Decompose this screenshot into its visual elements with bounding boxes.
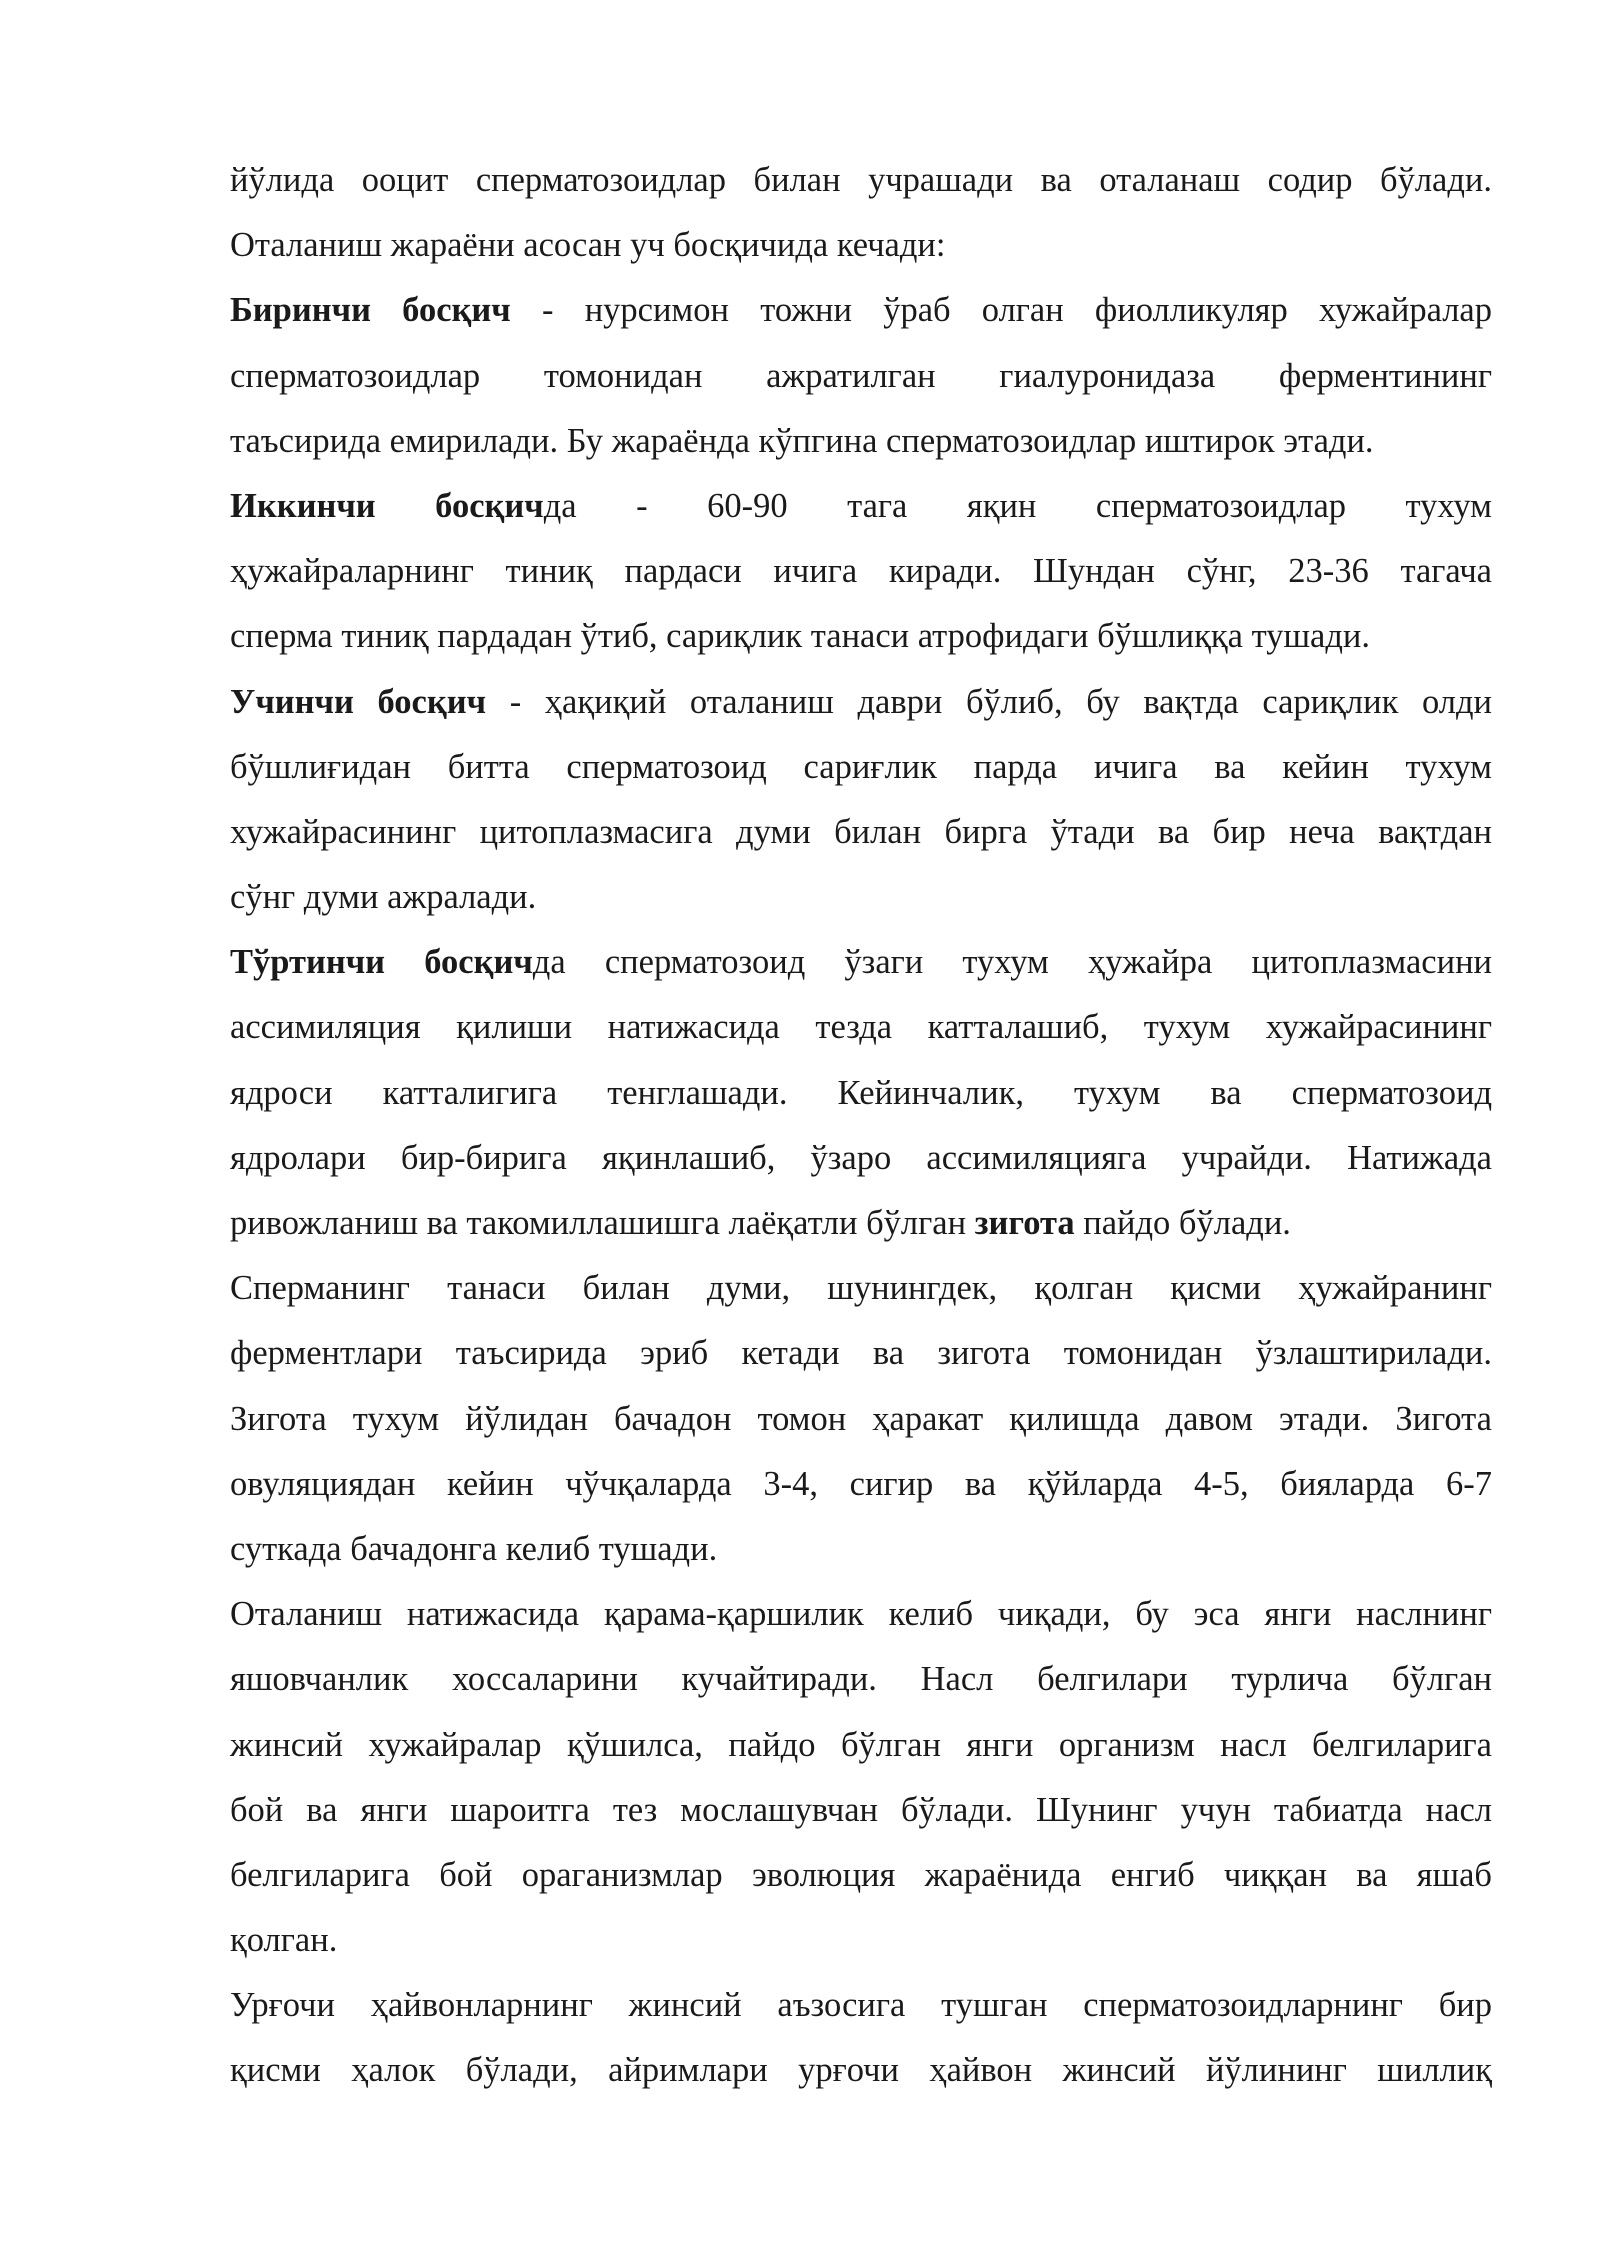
text-line: Урғочи ҳайвонларнинг жинсий аъзосига тушган сперматозоидларнинг бир [230, 1986, 1492, 2025]
text-line: ядролари бир-бирига яқинлашиб, ўзаро ассимиляцияга учрайди. Натижада [230, 1138, 1492, 1177]
text-line: қолган. [230, 1921, 338, 1960]
text-line: суткада бачадонга келиб тушади. [230, 1529, 718, 1568]
bold-term: зигота [974, 1204, 1075, 1242]
text-line: овуляциядан кейин чўчқаларда 3-4, сигир ва қўйларда 4-5, бияларда 6-7 [230, 1464, 1492, 1503]
text-line: Зигота тухум йўлидан бачадон томон ҳаракат қилишда давом этади. Зигота [230, 1399, 1492, 1438]
text-line: хужайрасининг цитоплазмасига думи билан бирга ўтади ва бир неча вақтдан [230, 812, 1492, 851]
bold-term: Иккинчи босқич [230, 486, 544, 525]
text-line: ферментлари таъсирида эриб кетади ва зигота томонидан ўзлаштирилади. [230, 1334, 1492, 1373]
text-line: таъсирида емирилади. Бу жараёнда кўпгина сперматозоидлар иштирок этади. [230, 421, 1374, 460]
text-line: бой ва янги шароитга тез мослашувчан бўлади. Шунинг учун табиатда насл [230, 1790, 1492, 1829]
document-page [230, 148, 1492, 2104]
text-line: Сперманинг танаси билан думи, шунингдек, қолган қисми ҳужайранинг [230, 1269, 1492, 1308]
bold-term: Учинчи босқич [230, 682, 487, 721]
text-line: жинсий хужайралар қўшилса, пайдо бўлган янги организм насл белгиларига [230, 1725, 1492, 1764]
text-line: бўшлиғидан битта сперматозоид сариғлик парда ичига ва кейин тухум [230, 747, 1492, 786]
text-line: Оталаниш жараёни асосан уч босқичида кечади: [230, 226, 946, 265]
text-line: ассимиляция қилиши натижасида тезда катталашиб, тухум хужайрасининг [230, 1008, 1492, 1047]
text-line: қисми ҳалок бўлади, айримлари урғочи ҳайвон жинсий йўлининг шиллиқ [230, 2051, 1492, 2090]
text-line: белгиларига бой ораганизмлар эволюция жараёнида енгиб чиққан ва яшаб [230, 1855, 1492, 1894]
text-line: сперма тиниқ пардадан ўтиб, сариқлик танаси атрофидаги бўшлиққа тушади. [230, 617, 1370, 656]
bold-term: Биринчи босқич [230, 291, 511, 330]
text-line: Биринчи босқич - нурсимон тожни ўраб олган фиолликуляр хужайралар [230, 291, 1492, 330]
text-line: Учинчи босқич - ҳақиқий оталаниш даври бўлиб, бу вақтда сариқлик олди [230, 682, 1492, 721]
text-line: сперматозоидлар томонидан ажратилган гиалуронидаза ферментининг [230, 356, 1492, 395]
text-line: сўнг думи ажралади. [230, 878, 537, 917]
text-line: йўлида ооцит сперматозоидлар билан учрашади ва оталанаш содир бўлади. [230, 161, 1492, 199]
text-line: Тўртинчи босқичда сперматозоид ўзаги тухум ҳужайра цитоплазмасини [230, 943, 1492, 982]
text-line: Оталаниш натижасида қарама-қаршилик келиб чиқади, бу эса янги наслнинг [230, 1595, 1492, 1634]
text-line: ривожланиш ва такомиллашишга лаёқатли бўлган зигота пайдо бўлади. [230, 1204, 1291, 1242]
text-line: ҳужайраларнинг тиниқ пардаси ичига киради. Шундан сўнг, 23-36 тагача [230, 552, 1492, 591]
text-line: ядроси катталигига тенглашади. Кейинчалик, тухум ва сперматозоид [230, 1073, 1492, 1112]
bold-term: Тўртинчи босқич [230, 943, 533, 982]
text-line: яшовчанлик хоссаларини кучайтиради. Насл белгилари турлича бўлган [230, 1660, 1492, 1699]
text-line: Иккинчи босқичда - 60-90 тага яқин сперматозоидлар тухум [230, 486, 1492, 525]
